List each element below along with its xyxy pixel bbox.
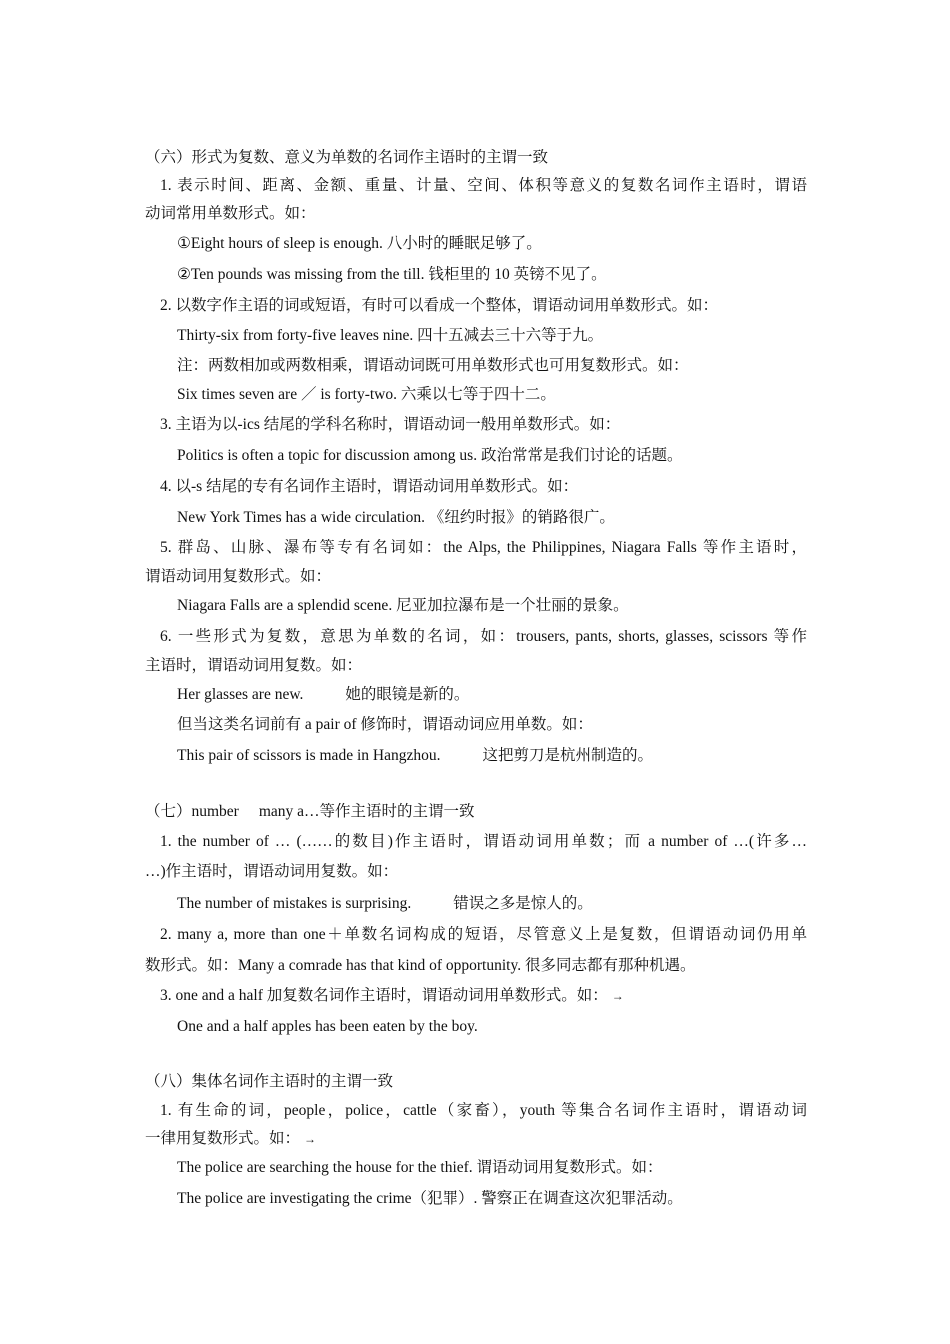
section-6-heading: （六）形式为复数、意义为单数的名词作主语时的主谓一致 <box>145 149 549 166</box>
note-6-6: 但当这类名词前有 a pair of 修饰时，谓语动词应用单数。如： <box>177 716 593 733</box>
example-6-8 <box>177 685 469 705</box>
example-6-9-english: This pair of scissors is made in Hangzhou. <box>177 747 441 764</box>
example-7-1 <box>177 894 593 914</box>
example-6-9-chinese: 这把剪刀是杭州制造的。 <box>482 747 653 764</box>
example-6-1: ①Eight hours of sleep is enough. 八小时的睡眠足够了。 <box>177 235 542 252</box>
paragraph-8-1-cont-text: 一律用复数形式。如： <box>145 1130 301 1147</box>
paragraph-8-1: 1. 有生命的词，people，police，cattle（家畜），youth 等集合名词作主语时，谓语动词 <box>160 1102 807 1119</box>
arrow-icon: → <box>304 1132 317 1146</box>
example-6-9 <box>177 746 653 766</box>
paragraph-6-6: 6. 一些形式为复数，意思为单数的名词，如：trousers, pants, shorts, glasses, scissors 等作 <box>160 628 807 645</box>
paragraph-7-2-cont: 数形式。如：Many a comrade has that kind of opportunity. 很多同志都有那种机遇。 <box>145 957 696 974</box>
example-6-3: Thirty-six from forty-five leaves nine. 四十五减去三十六等于九。 <box>177 327 604 344</box>
example-6-8-english: Her glasses are new. <box>177 686 304 703</box>
example-6-7: Niagara Falls are a splendid scene. 尼亚加拉瀑布是一个壮丽的景象。 <box>177 597 629 614</box>
section-8-heading: （八）集体名词作主语时的主谓一致 <box>145 1073 394 1090</box>
example-6-6: New York Times has a wide circulation. 《纽约时报》的销路很广。 <box>177 509 615 526</box>
paragraph-6-1: 1. 表示时间、距离、金额、重量、计量、空间、体积等意义的复数名词作主语时，谓语 <box>160 177 807 194</box>
section-7-heading-part-2: many a…等作主语时的主谓一致 <box>258 803 475 820</box>
paragraph-7-1: 1. the number of … (……的数目)作主语时，谓语动词用单数；而 a number of …(许多… <box>160 833 807 850</box>
example-6-4: Six times seven are ／ is forty-two. 六乘以七等于四十二。 <box>177 386 556 403</box>
example-6-5: Politics is often a topic for discussion among us. 政治常常是我们讨论的话题。 <box>177 447 683 464</box>
paragraph-6-5-cont: 谓语动词用复数形式。如： <box>145 568 332 585</box>
section-7-heading <box>145 802 475 822</box>
paragraph-6-3: 3. 主语为以-ics 结尾的学科名称时，谓语动词一般用单数形式。如： <box>160 416 621 433</box>
paragraph-6-2: 2. 以数字作主语的词或短语，有时可以看成一个整体，谓语动词用单数形式。如： <box>160 297 719 314</box>
note-6-2: 注：两数相加或两数相乘，谓语动词既可用单数形式也可用复数形式。如： <box>177 357 689 374</box>
paragraph-7-3-text: 3. one and a half 加复数名词作主语时，谓语动词用单数形式。如： <box>160 987 608 1004</box>
paragraph-7-1-cont: …)作主语时，谓语动词用复数。如： <box>145 863 399 880</box>
arrow-icon: → <box>611 989 624 1003</box>
example-6-2: ②Ten pounds was missing from the till. 钱柜里的 10 英镑不见了。 <box>177 266 607 283</box>
example-8-2: The police are investigating the crime（犯罪）. 警察正在调查这次犯罪活动。 <box>177 1190 683 1207</box>
paragraph-6-4: 4. 以-s 结尾的专有名词作主语时，谓语动词用单数形式。如： <box>160 478 579 495</box>
example-8-1: The police are searching the house for the thief. 谓语动词用复数形式。如： <box>177 1159 663 1176</box>
paragraph-7-3 <box>160 986 624 1006</box>
paragraph-8-1-cont <box>145 1129 316 1149</box>
paragraph-7-2: 2. many a, more than one＋单数名词构成的短语，尽管意义上是复数，但谓语动词仍用单 <box>160 926 807 943</box>
paragraph-6-6-cont: 主语时，谓语动词用复数。如： <box>145 657 363 674</box>
example-6-8-chinese: 她的眼镜是新的。 <box>345 686 470 703</box>
section-7-heading-part-1: （七）number <box>145 803 239 820</box>
example-7-1-chinese: 错误之多是惊人的。 <box>453 895 593 912</box>
paragraph-6-1-cont: 动词常用单数形式。如： <box>145 205 316 222</box>
paragraph-6-5: 5. 群岛、山脉、瀑布等专有名词如：the Alps, the Philippines, Niagara Falls 等作主语时， <box>160 539 807 556</box>
example-7-1-english: The number of mistakes is surprising. <box>177 895 412 912</box>
example-7-2: One and a half apples has been eaten by the boy. <box>177 1018 478 1035</box>
